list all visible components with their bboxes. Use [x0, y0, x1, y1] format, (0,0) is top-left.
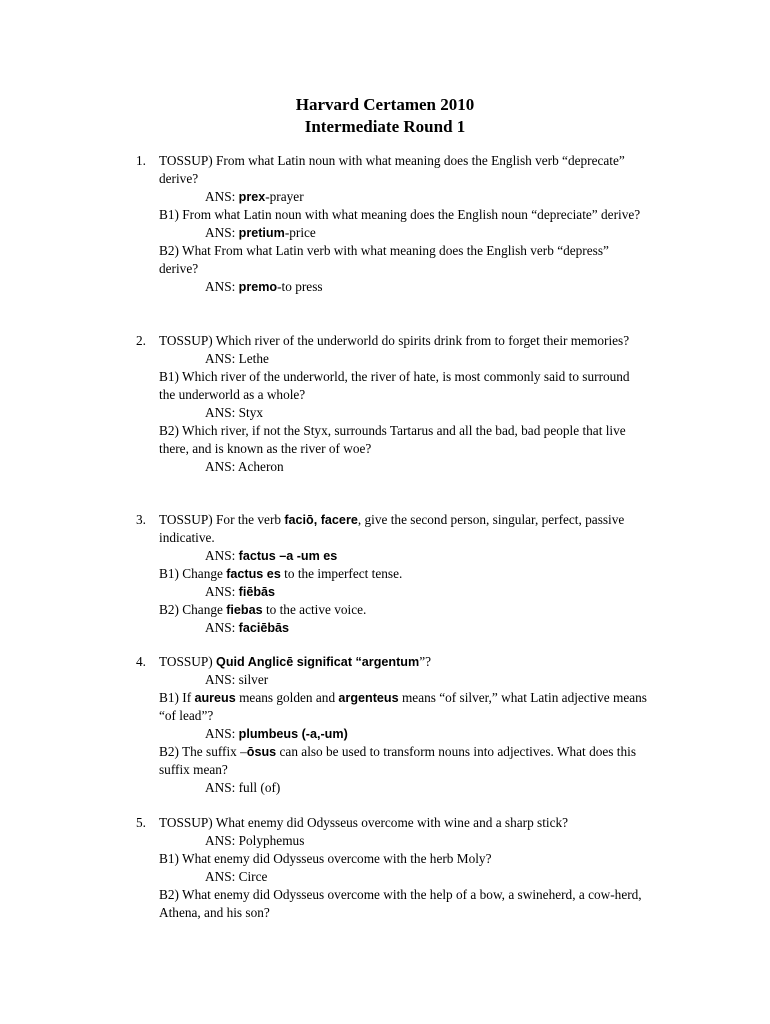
bonus2-answer: ANS: full (of): [205, 780, 281, 795]
question-number: 4.: [136, 654, 146, 669]
question-number: 3.: [136, 512, 146, 527]
tossup-text: TOSSUP) For the verb faciō, facere, give the second person, singular, perfect, passive indicative.: [159, 512, 625, 545]
question-4: [136, 653, 649, 797]
tossup-answer: ANS: Lethe: [205, 351, 269, 366]
question-1: [136, 152, 649, 296]
bonus2-text: B2) Which river, if not the Styx, surrounds Tartarus and all the bad, bad people that live there, and is known as the river of woe?: [159, 423, 626, 456]
bonus1-answer: ANS: pretium-price: [205, 225, 316, 240]
question-number: 1.: [136, 153, 146, 168]
tossup-text: TOSSUP) What enemy did Odysseus overcome with wine and a sharp stick?: [159, 815, 569, 830]
bonus2-answer: ANS: premo-to press: [205, 279, 323, 294]
bonus2-text: B2) What From what Latin verb with what meaning does the English verb “depress” derive?: [159, 243, 609, 276]
question-number: 5.: [136, 815, 146, 830]
tossup-text: TOSSUP) Which river of the underworld do spirits drink from to forget their memories?: [159, 333, 630, 348]
tossup-answer: ANS: Polyphemus: [205, 833, 305, 848]
bonus1-text: B1) From what Latin noun with what meaning does the English noun “depreciate” derive?: [159, 207, 641, 222]
bonus2-text: B2) The suffix –ōsus can also be used to transform nouns into adjectives. What does this suffix mean?: [159, 744, 636, 777]
bonus1-text: B1) What enemy did Odysseus overcome with the herb Moly?: [159, 851, 492, 866]
tossup-answer: ANS: prex-prayer: [205, 189, 304, 204]
bonus1-answer: ANS: Circe: [205, 869, 268, 884]
bonus1-text: B1) Change factus es to the imperfect tense.: [159, 566, 403, 581]
bonus1-text: B1) If aureus means golden and argenteus means “of silver,” what Latin adjective means “of lead”?: [159, 690, 647, 723]
bonus1-answer: ANS: plumbeus (-a,-um): [205, 726, 348, 741]
bonus1-answer: ANS: fiēbās: [205, 584, 276, 599]
bonus2-text: B2) Change fiebas to the active voice.: [159, 602, 367, 617]
bonus2-answer: ANS: Acheron: [205, 459, 284, 474]
question-5: [136, 814, 649, 922]
bonus1-answer: ANS: Styx: [205, 405, 264, 420]
bonus2-text: B2) What enemy did Odysseus overcome with the help of a bow, a swineherd, a cow-herd, Athena, and his son?: [159, 887, 642, 920]
tossup-text: TOSSUP) Quid Anglicē significat “argentum”?: [159, 654, 431, 669]
question-3: [136, 511, 649, 637]
bonus1-text: B1) Which river of the underworld, the river of hate, is most commonly said to surround the underworld as a whole?: [159, 369, 630, 402]
bonus2-answer: ANS: faciēbās: [205, 620, 290, 635]
tossup-text: TOSSUP) From what Latin noun with what meaning does the English verb “deprecate” derive?: [159, 153, 625, 186]
tossup-answer: ANS: silver: [205, 672, 269, 687]
document-title: Harvard Certamen 2010: [295, 95, 475, 114]
document-subtitle: Intermediate Round 1: [304, 117, 466, 136]
tossup-answer: ANS: factus –a -um es: [205, 548, 338, 563]
question-number: 2.: [136, 333, 146, 348]
question-2: [136, 332, 649, 476]
